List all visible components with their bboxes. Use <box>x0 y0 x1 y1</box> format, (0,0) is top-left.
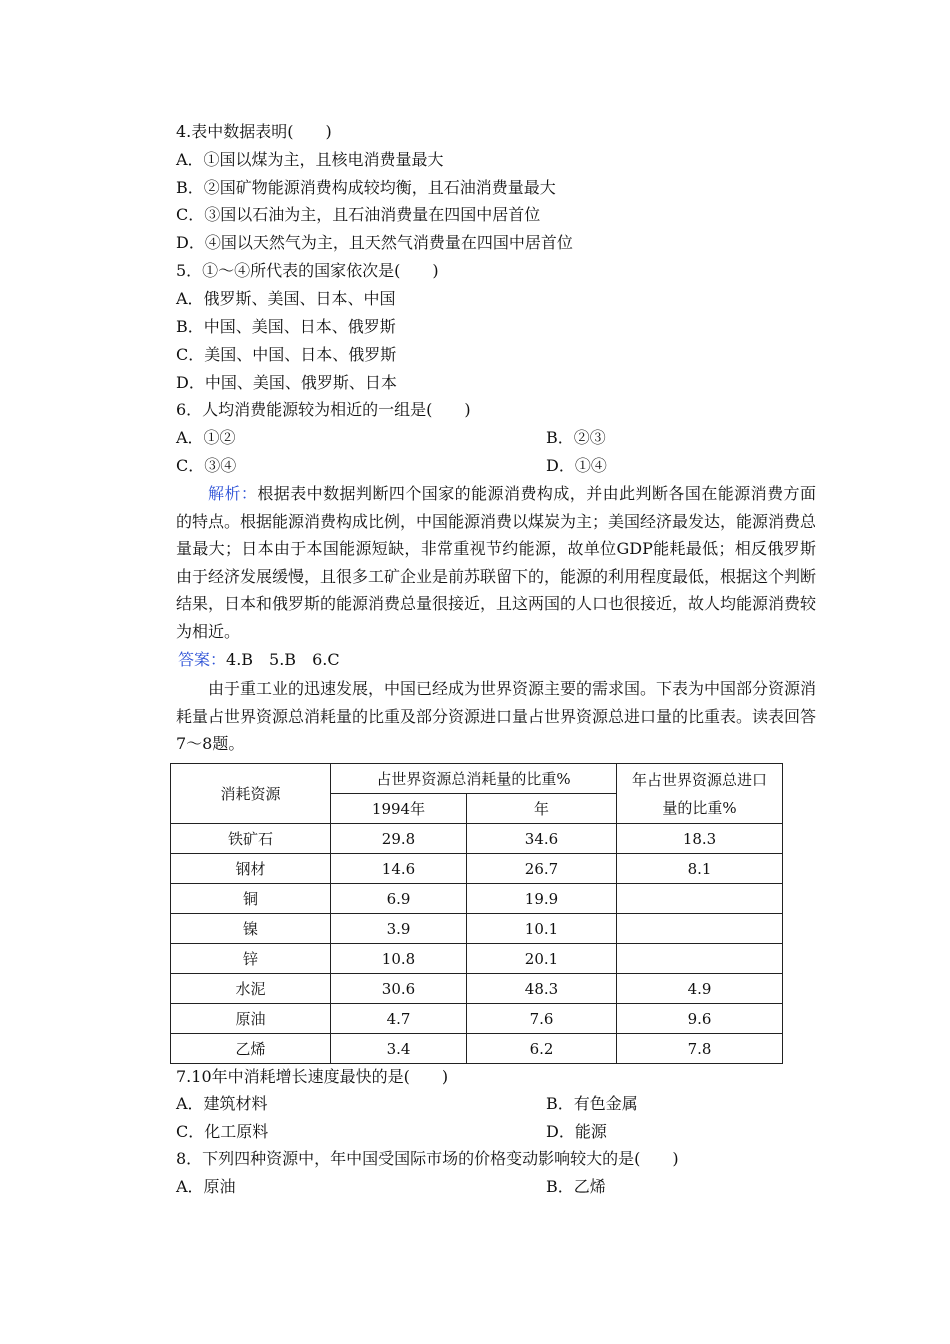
cell-year2: 6.2 <box>467 1034 617 1064</box>
cell-import: 4.9 <box>617 974 783 1004</box>
q5-stem: 5．①～④所代表的国家依次是( ) <box>176 261 439 280</box>
cell-1994: 29.8 <box>331 824 467 854</box>
q4-option-c: C．③国以石油为主，且石油消费量在四国中居首位 <box>176 205 541 224</box>
answer-label: 答案： <box>178 650 227 669</box>
q7-option-b: B．有色金属 <box>546 1094 638 1113</box>
cell-import: 8.1 <box>617 854 783 884</box>
cell-year2: 20.1 <box>467 944 617 974</box>
table-row <box>171 1004 783 1034</box>
q8-option-a: A．原油 <box>176 1177 236 1196</box>
cell-resource: 锌 <box>171 944 331 974</box>
cell-import: 7.8 <box>617 1034 783 1064</box>
answer-text: 4.B 5.B 6.C <box>226 650 340 669</box>
q4-stem: 4.表中数据表明( ) <box>176 122 332 141</box>
cell-resource: 乙烯 <box>171 1034 331 1064</box>
q6-option-c: C．③④ <box>176 456 237 475</box>
q6-stem: 6．人均消费能源较为相近的一组是( ) <box>176 400 471 419</box>
table-row <box>171 854 783 884</box>
cell-year2: 19.9 <box>467 884 617 914</box>
cell-year2: 26.7 <box>467 854 617 884</box>
q4-option-a: A．①国以煤为主，且核电消费量最大 <box>176 150 444 169</box>
table-row <box>171 884 783 914</box>
cell-year2: 34.6 <box>467 824 617 854</box>
q4-option-d: D．④国以天然气为主，且天然气消费量在四国中居首位 <box>176 233 573 252</box>
q6-option-a: A．①② <box>176 428 236 447</box>
q7-option-d: D．能源 <box>546 1122 607 1141</box>
cell-import <box>617 944 783 974</box>
cell-year2: 48.3 <box>467 974 617 1004</box>
cell-1994: 14.6 <box>331 854 467 884</box>
header-import: 年占世界资源总进口量的比重% <box>617 764 783 824</box>
q7-option-c: C．化工原料 <box>176 1122 269 1141</box>
header-consumption: 占世界资源总消耗量的比重% <box>331 764 617 794</box>
cell-resource: 铜 <box>171 884 331 914</box>
q6-option-d: D．①④ <box>546 456 607 475</box>
cell-resource: 原油 <box>171 1004 331 1034</box>
cell-import: 18.3 <box>617 824 783 854</box>
cell-import <box>617 914 783 944</box>
analysis-text: 根据表中数据判断四个国家的能源消费构成，并由此判断各国在能源消费方面的特点。根据能源消费构成比例，中国能源消费以煤炭为主；美国经济最发达，能源消费总量最大；日本由于本国能源短缺，非常重视节约能源，故单位GDP能耗最低；相反俄罗斯由于经济发展缓慢，且很多工矿企业是前苏联留下的，能源的利用程度最低，根据这个判断结果，日本和俄罗斯的能源消费总量很接近，且这两国的人口也很接近，故人均能源消费较为相近。 <box>176 484 817 641</box>
cell-import <box>617 884 783 914</box>
q5-option-d: D．中国、美国、俄罗斯、日本 <box>176 373 397 392</box>
cell-1994: 10.8 <box>331 944 467 974</box>
table-row <box>171 974 783 1004</box>
q6-option-b: B．②③ <box>546 428 606 447</box>
analysis-paragraph <box>176 480 816 645</box>
answer-line <box>176 650 340 670</box>
q5-option-a: A．俄罗斯、美国、日本、中国 <box>176 289 396 308</box>
q7-stem: 7.10年中消耗增长速度最快的是( ) <box>176 1067 449 1086</box>
resource-table <box>170 763 783 1064</box>
cell-1994: 3.4 <box>331 1034 467 1064</box>
cell-resource: 钢材 <box>171 854 331 884</box>
q5-option-c: C．美国、中国、日本、俄罗斯 <box>176 345 397 364</box>
cell-import: 9.6 <box>617 1004 783 1034</box>
table-row <box>171 1034 783 1064</box>
cell-1994: 30.6 <box>331 974 467 1004</box>
cell-year2: 10.1 <box>467 914 617 944</box>
q8-stem: 8．下列四种资源中，年中国受国际市场的价格变动影响较大的是( ) <box>176 1149 679 1168</box>
table-row <box>171 914 783 944</box>
header-year-1994: 1994年 <box>331 794 467 824</box>
table-row <box>171 944 783 974</box>
q5-option-b: B．中国、美国、日本、俄罗斯 <box>176 317 396 336</box>
intro-paragraph: 由于重工业的迅速发展，中国已经成为世界资源主要的需求国。下表为中国部分资源消耗量占世界资源总消耗量的比重及部分资源进口量占世界资源总进口量的比重表。读表回答7～8题。 <box>176 679 817 753</box>
cell-year2: 7.6 <box>467 1004 617 1034</box>
header-year-2: 年 <box>467 794 617 824</box>
q4-option-b: B．②国矿物能源消费构成较均衡，且石油消费量最大 <box>176 178 556 197</box>
table-row <box>171 824 783 854</box>
header-resource: 消耗资源 <box>171 764 331 824</box>
cell-1994: 4.7 <box>331 1004 467 1034</box>
analysis-label: 解析： <box>208 484 258 503</box>
table-header-row <box>171 764 783 794</box>
cell-1994: 6.9 <box>331 884 467 914</box>
cell-resource: 水泥 <box>171 974 331 1004</box>
q7-option-a: A．建筑材料 <box>176 1094 268 1113</box>
cell-resource: 镍 <box>171 914 331 944</box>
cell-resource: 铁矿石 <box>171 824 331 854</box>
cell-1994: 3.9 <box>331 914 467 944</box>
q8-option-b: B．乙烯 <box>546 1177 606 1196</box>
